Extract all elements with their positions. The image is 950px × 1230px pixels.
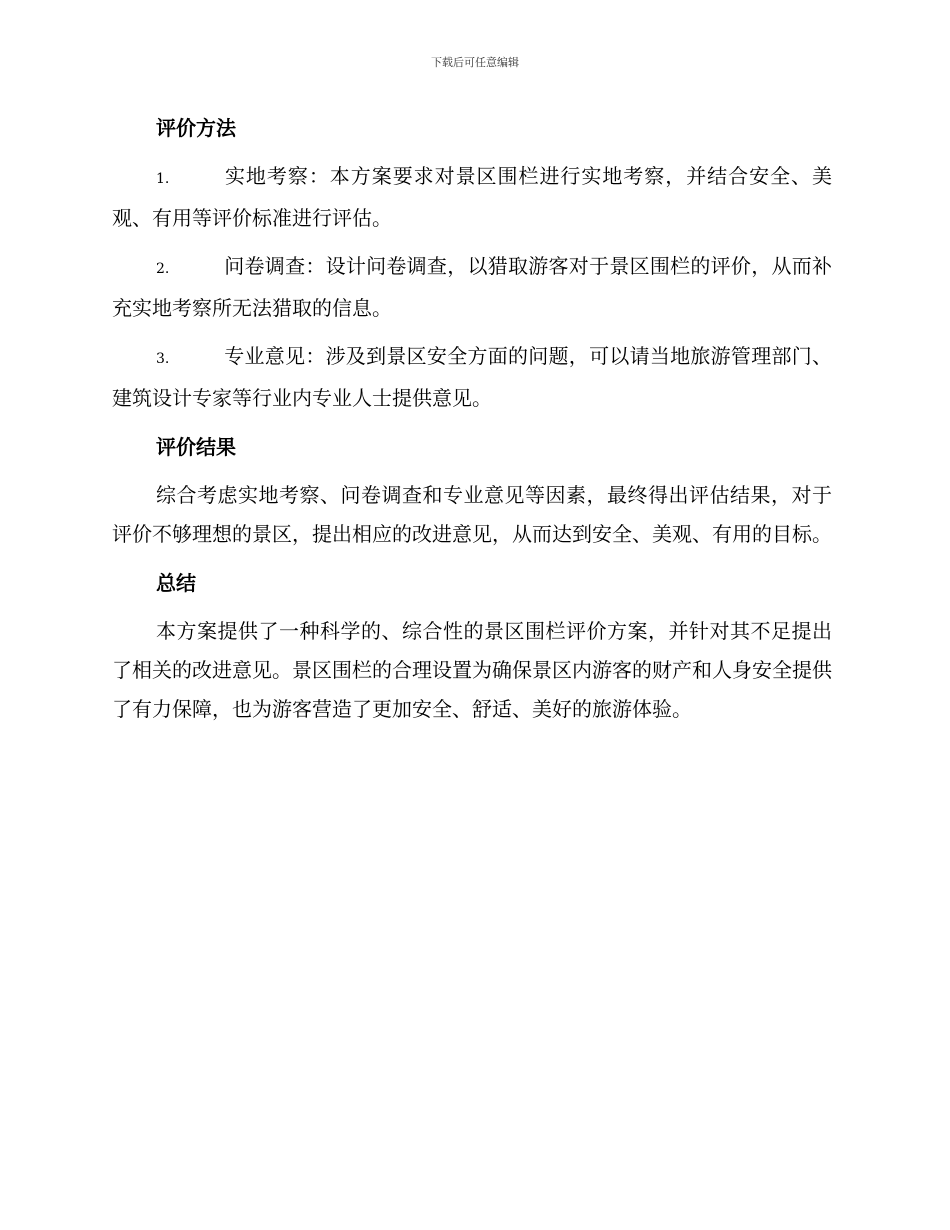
list-item bbox=[112, 247, 832, 328]
summary-paragraph: 本方案提供了一种科学的、综合性的景区围栏评价方案，并针对其不足提出了相关的改进意见。景区围栏的合理设置为确保景区内游客的财产和人身安全提供了有力保障，也为游客营造了更加安全、舒适、美好的旅游体验。 bbox=[112, 619, 832, 721]
document-body bbox=[112, 108, 832, 738]
list-text: 专业意见：涉及到景区安全方面的问题，可以请当地旅游管理部门、建筑设计专家等行业内专业人士提供意见。 bbox=[112, 344, 832, 410]
list-number: 2. bbox=[156, 261, 170, 277]
header-note: 下载后可任意编辑 bbox=[431, 56, 519, 69]
list-number: 1. bbox=[156, 171, 170, 187]
list-text: 问卷调查：设计问卷调查，以猎取游客对于景区围栏的评价，从而补充实地考察所无法猎取的信息。 bbox=[112, 254, 832, 320]
list-item bbox=[112, 157, 832, 238]
list-number: 3. bbox=[156, 351, 170, 367]
list-text: 实地考察：本方案要求对景区围栏进行实地考察，并结合安全、美观、有用等评价标准进行评估。 bbox=[112, 164, 832, 230]
section-heading-methods: 评价方法 bbox=[156, 116, 236, 140]
section-heading-results: 评价结果 bbox=[156, 435, 236, 459]
results-paragraph: 综合考虑实地考察、问卷调查和专业意见等因素，最终得出评估结果，对于评价不够理想的景区，提出相应的改进意见，从而达到安全、美观、有用的目标。 bbox=[112, 483, 832, 546]
list-item bbox=[112, 337, 832, 418]
section-heading-summary: 总结 bbox=[156, 571, 196, 595]
